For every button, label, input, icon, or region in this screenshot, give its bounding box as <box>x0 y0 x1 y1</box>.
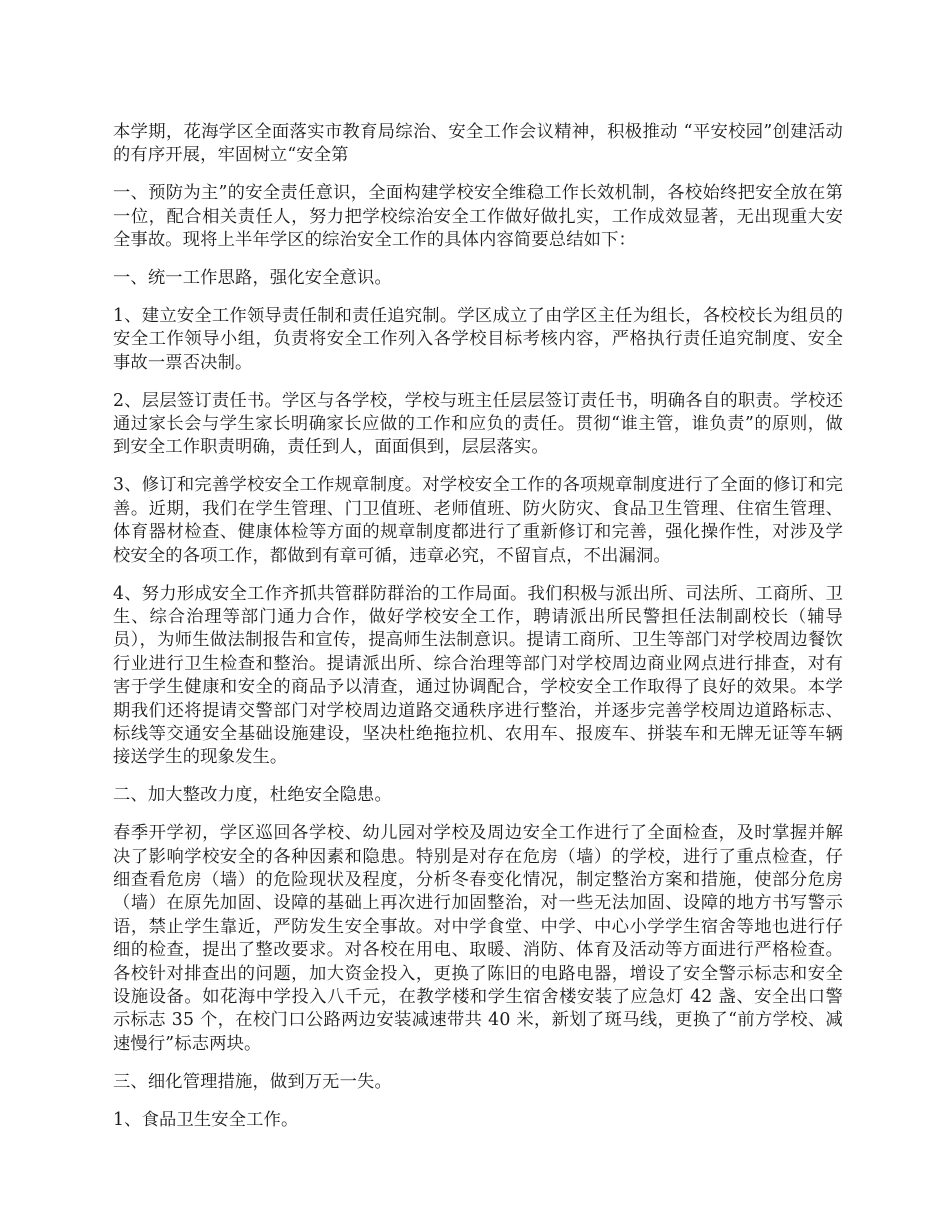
paragraph-1-1: 1、建立安全工作领导责任制和责任追究制。学区成立了由学区主任为组长，各校校长为组员的安全工作领导小组，负责将安全工作列入各学校目标考核内容，严格执行责任追究制度、安全事故一票否决制。 <box>113 305 843 373</box>
paragraph-1-2: 2、层层签订责任书。学区与各学校，学校与班主任层层签订责任书，明确各自的职责。学校还通过家长会与学生家长明确家长应做的工作和应负的责任。贯彻“谁主管，谁负责”的原则，做到安全工作职责明确，责任到人，面面俱到，层层落实。 <box>113 390 843 458</box>
section-heading-1: 一、统一工作思路，强化安全意识。 <box>113 268 392 289</box>
paragraph-1-4: 4、努力形成安全工作齐抓共管群防群治的工作局面。我们积极与派出所、司法所、工商所、卫生、综合治理等部门通力合作，做好学校安全工作，聘请派出所民警担任法制副校长（辅导员），为师生做法制报告和宣传，提高师生法制意识。提请工商所、卫生等部门对学校周边餐饮行业进行卫生检查和整治。提请派出所、综合治理等部门对学校周边商业网点进行排查，对有害于学生健康和安全的商品予以清查，通过协调配合，学校安全工作取得了良好的效果。本学期我们还将提请交警部门对学校周边道路交通秩序进行整治，并逐步完善学校周边道路标志、标线等交通安全基础设施建设，坚决杜绝拖拉机、农用车、报废车、拼装车和无牌无证等车辆接送学生的现象发生。 <box>113 583 843 768</box>
section-heading-3: 三、细化管理措施，做到万无一失。 <box>113 1071 392 1092</box>
intro-continued-paragraph: 一、预防为主”的安全责任意识，全面构建学校安全维稳工作长效机制，各校始终把安全放在第一位，配合相关责任人，努力把学校综治安全工作做好做扎实，工作成效显著，无出现重大安全事故。现将上半年学区的综治安全工作的具体内容简要总结如下： <box>113 183 843 251</box>
paragraph-2-1: 春季开学初，学区巡回各学校、幼儿园对学校及周边安全工作进行了全面检查，及时掌握并解决了影响学校安全的各种因素和隐患。特别是对存在危房（墙）的学校，进行了重点检查，仔细查看危房（墙）的危险现状及程度，分析冬春变化情况，制定整治方案和措施，使部分危房（墙）在原先加固、设障的基础上再次进行加固整治，对一些无法加固、设障的地方书写警示语，禁止学生靠近，严防发生安全事故。对中学食堂、中学、中心小学学生宿舍等地也进行仔细的检查，提出了整改要求。对各校在用电、取暖、消防、体育及活动等方面进行严格检查。各校针对排查出的问题，加大资金投入，更换了陈旧的电路电器，增设了安全警示标志和安全设施设备。如花海中学投入八千元，在教学楼和学生宿舍楼安装了应急灯 42 盏、安全出口警示标志 35 个，在校门口公路两边安装减速带共 40 米，新划了斑马线，更换了“前方学校、减速慢行”标志两块。 <box>113 823 843 1054</box>
paragraph-1-3: 3、修订和完善学校安全工作规章制度。对学校安全工作的各项规章制度进行了全面的修订和完善。近期，我们在学生管理、门卫值班、老师值班、防火防灾、食品卫生管理、住宿生管理、体育器材检查、健康体检等方面的规章制度都进行了重新修订和完善，强化操作性，对涉及学校安全的各项工作，都做到有章可循，违章必究，不留盲点，不出漏洞。 <box>113 475 843 566</box>
document-body <box>113 121 843 1147</box>
paragraph-3-1: 1、食品卫生安全工作。 <box>113 1109 299 1130</box>
intro-paragraph: 本学期，花海学区全面落实市教育局综治、安全工作会议精神，积极推动 “平安校园”创建活动的有序开展，牢固树立“安全第 <box>113 122 843 166</box>
section-heading-2: 二、加大整改力度，杜绝安全隐患。 <box>113 785 392 806</box>
